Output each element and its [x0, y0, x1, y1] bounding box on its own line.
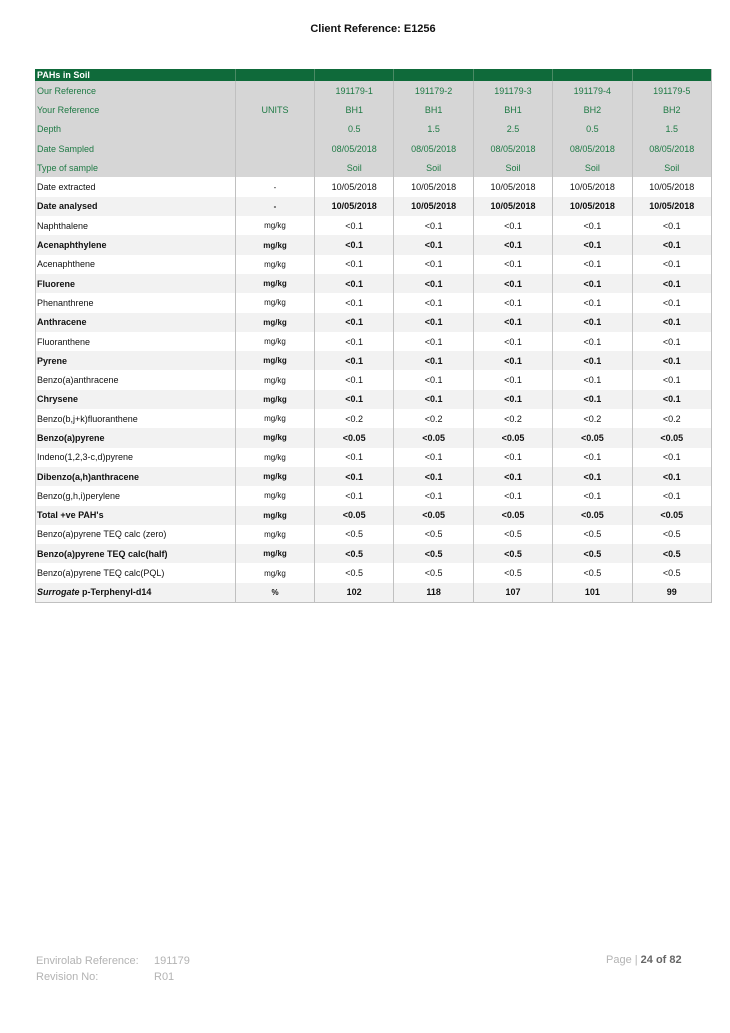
row-value: <0.1	[473, 486, 552, 505]
row-value: 102	[315, 583, 394, 603]
row-units: mg/kg	[236, 255, 315, 274]
row-label: Anthracene	[36, 313, 236, 332]
header-value: 191179-3	[473, 81, 552, 100]
header-value: 191179-2	[394, 81, 473, 100]
header-value: Soil	[553, 158, 632, 177]
row-value: <0.05	[315, 428, 394, 447]
header-value: 08/05/2018	[632, 139, 711, 158]
table-title: PAHs in Soil	[36, 69, 236, 81]
row-units: mg/kg	[236, 506, 315, 525]
header-units	[236, 81, 315, 100]
header-value: BH1	[394, 100, 473, 119]
table-row	[36, 255, 712, 274]
row-value: <0.1	[632, 274, 711, 293]
row-units: mg/kg	[236, 428, 315, 447]
row-value: <0.1	[315, 390, 394, 409]
header-value: 08/05/2018	[473, 139, 552, 158]
row-units: mg/kg	[236, 332, 315, 351]
row-value: 10/05/2018	[473, 197, 552, 216]
row-value: 101	[553, 583, 632, 603]
table-header-row	[36, 158, 712, 177]
row-value: <0.05	[632, 428, 711, 447]
row-value: <0.1	[315, 255, 394, 274]
row-label-rest: p-Terphenyl-d14	[82, 587, 152, 598]
row-label: Benzo(a)pyrene	[36, 428, 236, 447]
row-units: mg/kg	[236, 370, 315, 389]
row-value: <0.1	[315, 448, 394, 467]
header-value: Soil	[473, 158, 552, 177]
row-value: <0.1	[473, 370, 552, 389]
row-value: <0.1	[315, 235, 394, 254]
table-row	[36, 409, 712, 428]
title-cell	[236, 69, 315, 81]
row-value: <0.1	[553, 332, 632, 351]
row-value: <0.1	[553, 216, 632, 235]
table-row	[36, 506, 712, 525]
header-value: 191179-4	[553, 81, 632, 100]
row-value: 10/05/2018	[553, 177, 632, 196]
row-value: <0.5	[473, 544, 552, 563]
header-value: BH2	[632, 100, 711, 119]
table-row	[36, 293, 712, 312]
row-value: <0.1	[632, 486, 711, 505]
table-row	[36, 428, 712, 447]
header-label: Our Reference	[36, 81, 236, 100]
row-value: <0.5	[632, 544, 711, 563]
table-row	[36, 583, 712, 603]
row-value: <0.5	[632, 525, 711, 544]
header-value: BH1	[315, 100, 394, 119]
header-label: Date Sampled	[36, 139, 236, 158]
row-value: <0.1	[394, 448, 473, 467]
row-value: 10/05/2018	[315, 177, 394, 196]
row-value: <0.05	[394, 428, 473, 447]
row-value: <0.1	[553, 448, 632, 467]
table-header-row	[36, 100, 712, 119]
row-value: <0.1	[553, 293, 632, 312]
row-units: mg/kg	[236, 274, 315, 293]
row-value: <0.5	[632, 563, 711, 582]
row-value: <0.1	[632, 351, 711, 370]
envirolab-reference-label: Envirolab Reference:	[36, 955, 139, 967]
row-units: mg/kg	[236, 235, 315, 254]
row-value: <0.1	[632, 216, 711, 235]
row-value: <0.1	[315, 486, 394, 505]
header-units	[236, 139, 315, 158]
row-units: mg/kg	[236, 448, 315, 467]
row-value: <0.1	[553, 486, 632, 505]
header-value: Soil	[394, 158, 473, 177]
header-value: 0.5	[553, 120, 632, 139]
row-value: <0.1	[632, 313, 711, 332]
row-units: mg/kg	[236, 293, 315, 312]
page-prefix: Page |	[606, 954, 641, 966]
row-units: mg/kg	[236, 351, 315, 370]
row-value: <0.5	[553, 544, 632, 563]
row-units: mg/kg	[236, 409, 315, 428]
row-value: 10/05/2018	[394, 177, 473, 196]
row-value: <0.1	[632, 332, 711, 351]
table-row	[36, 216, 712, 235]
row-value: <0.1	[315, 313, 394, 332]
row-value: <0.1	[473, 216, 552, 235]
row-value: <0.1	[394, 332, 473, 351]
row-value: <0.1	[394, 467, 473, 486]
row-value: <0.1	[473, 467, 552, 486]
row-value: <0.1	[553, 390, 632, 409]
row-value: <0.1	[394, 351, 473, 370]
row-value: <0.1	[315, 274, 394, 293]
row-label: Benzo(b,j+k)fluoranthene	[36, 409, 236, 428]
row-value: <0.5	[394, 525, 473, 544]
row-value: <0.1	[553, 370, 632, 389]
header-value: Soil	[315, 158, 394, 177]
table-row	[36, 332, 712, 351]
row-units: mg/kg	[236, 544, 315, 563]
header-label: Your Reference	[36, 100, 236, 119]
row-value: <0.1	[632, 255, 711, 274]
row-label: Date analysed	[36, 197, 236, 216]
row-value: <0.1	[394, 255, 473, 274]
row-value: <0.05	[553, 428, 632, 447]
row-units: mg/kg	[236, 313, 315, 332]
table-header-row	[36, 120, 712, 139]
envirolab-reference-value: 191179	[154, 955, 190, 967]
table-row	[36, 235, 712, 254]
row-value: <0.5	[394, 563, 473, 582]
table-header-row	[36, 81, 712, 100]
header-value: 1.5	[394, 120, 473, 139]
header-units	[236, 120, 315, 139]
row-value: <0.1	[632, 390, 711, 409]
row-label: Benzo(a)pyrene TEQ calc(PQL)	[36, 563, 236, 582]
header-value: 191179-5	[632, 81, 711, 100]
row-value: <0.5	[315, 563, 394, 582]
table-row	[36, 197, 712, 216]
row-value: 10/05/2018	[632, 177, 711, 196]
row-label: Benzo(a)pyrene TEQ calc (zero)	[36, 525, 236, 544]
row-value: <0.1	[632, 235, 711, 254]
row-value: 10/05/2018	[315, 197, 394, 216]
table-row	[36, 525, 712, 544]
header-units: UNITS	[236, 100, 315, 119]
row-value: <0.5	[315, 544, 394, 563]
row-value: <0.1	[473, 293, 552, 312]
row-value: <0.1	[473, 274, 552, 293]
row-value: <0.1	[315, 332, 394, 351]
row-value: <0.1	[632, 448, 711, 467]
row-label: Indeno(1,2,3-c,d)pyrene	[36, 448, 236, 467]
row-value: 118	[394, 583, 473, 603]
row-value: 10/05/2018	[394, 197, 473, 216]
header-value: 08/05/2018	[315, 139, 394, 158]
row-value: <0.2	[315, 409, 394, 428]
row-value: <0.1	[553, 351, 632, 370]
title-cell	[553, 69, 632, 81]
row-value: <0.1	[632, 467, 711, 486]
row-value: <0.1	[394, 390, 473, 409]
header-value: 0.5	[315, 120, 394, 139]
header-value: Soil	[632, 158, 711, 177]
row-value: <0.5	[553, 525, 632, 544]
row-value: <0.1	[394, 274, 473, 293]
pahs-results-table	[35, 69, 712, 603]
row-label: Acenaphthylene	[36, 235, 236, 254]
row-units: mg/kg	[236, 216, 315, 235]
row-label: Dibenzo(a,h)anthracene	[36, 467, 236, 486]
row-units: %	[236, 583, 315, 603]
row-value: <0.1	[473, 313, 552, 332]
row-value: <0.1	[473, 390, 552, 409]
table-row	[36, 467, 712, 486]
row-value: 107	[473, 583, 552, 603]
row-value: 10/05/2018	[473, 177, 552, 196]
header-value: 08/05/2018	[553, 139, 632, 158]
row-value: <0.1	[315, 467, 394, 486]
row-value: <0.1	[473, 235, 552, 254]
row-units: mg/kg	[236, 486, 315, 505]
row-value: <0.05	[315, 506, 394, 525]
row-value: <0.1	[473, 332, 552, 351]
row-label: Benzo(g,h,i)perylene	[36, 486, 236, 505]
row-value: <0.05	[394, 506, 473, 525]
row-label: Date extracted	[36, 177, 236, 196]
row-value: <0.05	[473, 506, 552, 525]
row-value: <0.5	[473, 525, 552, 544]
row-value: <0.05	[473, 428, 552, 447]
header-value: 08/05/2018	[394, 139, 473, 158]
row-value: <0.1	[473, 448, 552, 467]
row-value: <0.1	[553, 313, 632, 332]
header-value: 2.5	[473, 120, 552, 139]
page-number	[606, 954, 682, 966]
header-units	[236, 158, 315, 177]
row-value: <0.2	[473, 409, 552, 428]
row-value: <0.1	[632, 370, 711, 389]
header-value: BH1	[473, 100, 552, 119]
row-value: <0.1	[553, 274, 632, 293]
row-value: <0.05	[632, 506, 711, 525]
row-value: <0.1	[315, 370, 394, 389]
row-units: mg/kg	[236, 525, 315, 544]
table-row	[36, 486, 712, 505]
row-value: <0.1	[473, 255, 552, 274]
title-cell	[394, 69, 473, 81]
table-row	[36, 274, 712, 293]
row-value: <0.5	[315, 525, 394, 544]
row-value: 99	[632, 583, 711, 603]
row-units: -	[236, 197, 315, 216]
page-value: 24 of 82	[640, 954, 682, 966]
table-row	[36, 313, 712, 332]
row-label: Pyrene	[36, 351, 236, 370]
table-title-row	[36, 69, 712, 81]
row-label-italic: Surrogate	[37, 587, 80, 598]
row-value: <0.5	[394, 544, 473, 563]
header-value: BH2	[553, 100, 632, 119]
row-label	[36, 583, 236, 603]
table-row	[36, 563, 712, 582]
row-label: Benzo(a)anthracene	[36, 370, 236, 389]
row-value: <0.5	[553, 563, 632, 582]
title-cell	[315, 69, 394, 81]
table-row	[36, 544, 712, 563]
row-label: Benzo(a)pyrene TEQ calc(half)	[36, 544, 236, 563]
row-value: <0.1	[394, 486, 473, 505]
client-reference: Client Reference: E1256	[310, 23, 436, 35]
row-value: <0.2	[394, 409, 473, 428]
row-value: <0.1	[553, 235, 632, 254]
row-value: <0.1	[394, 216, 473, 235]
title-cell	[632, 69, 711, 81]
row-value: <0.1	[553, 255, 632, 274]
row-value: <0.1	[394, 370, 473, 389]
row-label: Total +ve PAH's	[36, 506, 236, 525]
row-value: <0.1	[394, 293, 473, 312]
row-value: <0.1	[394, 313, 473, 332]
header-value: 191179-1	[315, 81, 394, 100]
table-row	[36, 351, 712, 370]
row-label: Phenanthrene	[36, 293, 236, 312]
header-value: 1.5	[632, 120, 711, 139]
row-value: <0.2	[632, 409, 711, 428]
row-value: <0.1	[553, 467, 632, 486]
row-value: <0.1	[394, 235, 473, 254]
row-label: Fluoranthene	[36, 332, 236, 351]
row-label: Fluorene	[36, 274, 236, 293]
row-value: <0.05	[553, 506, 632, 525]
row-value: <0.1	[315, 293, 394, 312]
row-value: <0.2	[553, 409, 632, 428]
table-row	[36, 370, 712, 389]
table-row	[36, 177, 712, 196]
row-label: Acenaphthene	[36, 255, 236, 274]
table-header-row	[36, 139, 712, 158]
header-label: Type of sample	[36, 158, 236, 177]
row-value: <0.5	[473, 563, 552, 582]
revision-value: R01	[154, 971, 175, 983]
row-label: Naphthalene	[36, 216, 236, 235]
row-value: <0.1	[315, 216, 394, 235]
row-units: -	[236, 177, 315, 196]
row-value: <0.1	[315, 351, 394, 370]
row-value: <0.1	[632, 293, 711, 312]
revision-label: Revision No:	[36, 971, 99, 983]
row-units: mg/kg	[236, 390, 315, 409]
table-row	[36, 390, 712, 409]
title-cell	[473, 69, 552, 81]
row-value: <0.1	[473, 351, 552, 370]
row-units: mg/kg	[236, 467, 315, 486]
row-units: mg/kg	[236, 563, 315, 582]
row-value: 10/05/2018	[553, 197, 632, 216]
header-label: Depth	[36, 120, 236, 139]
table-row	[36, 448, 712, 467]
row-value: 10/05/2018	[632, 197, 711, 216]
footer-references	[36, 953, 190, 985]
row-label: Chrysene	[36, 390, 236, 409]
